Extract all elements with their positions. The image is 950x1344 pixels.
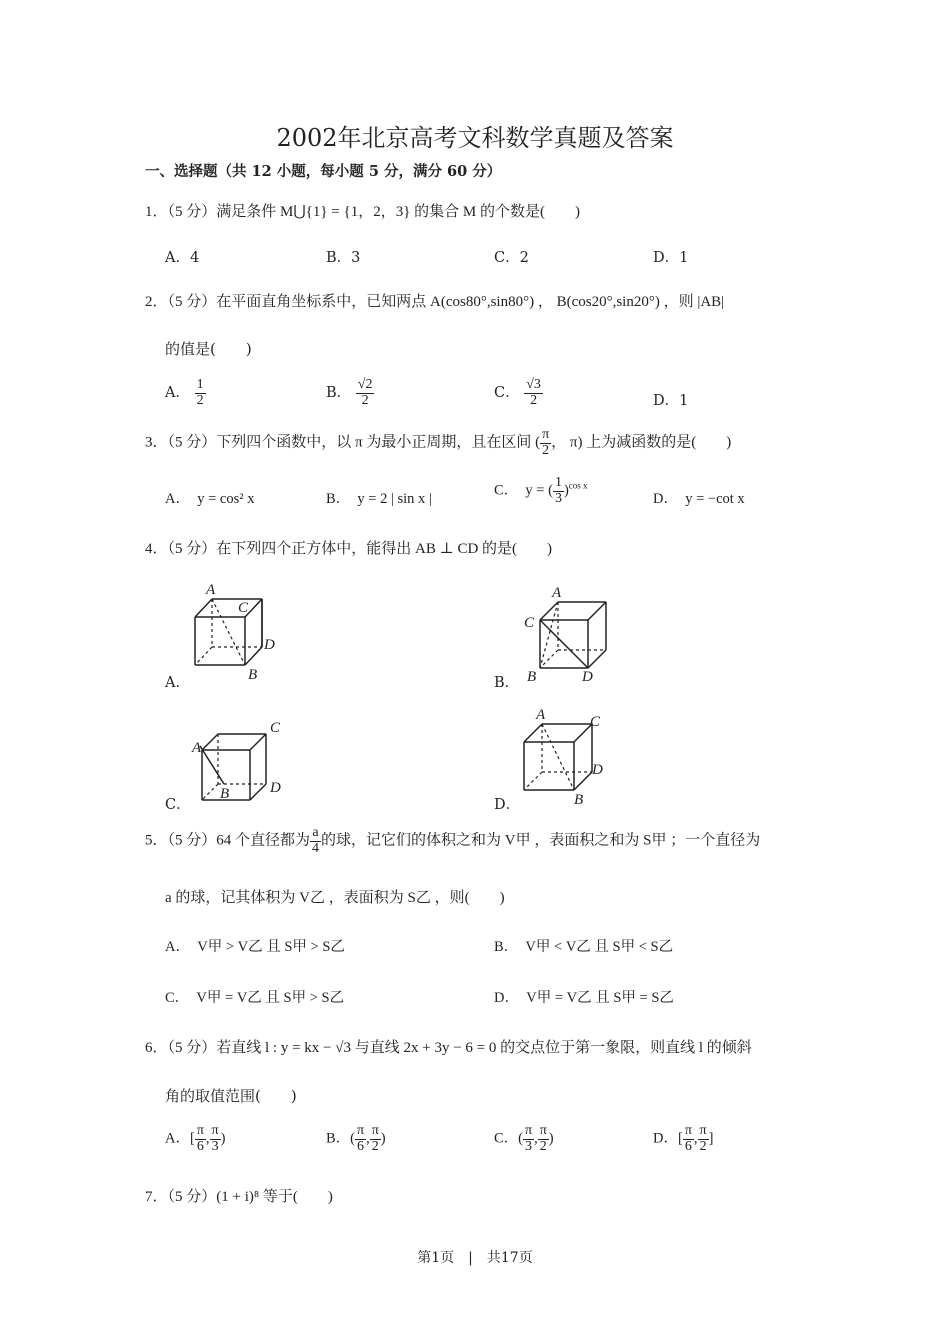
q5-option-c: C． V甲 = V乙 且 S甲 > S乙 <box>165 990 345 1006</box>
q4-cube-a-label-b: B <box>248 667 258 683</box>
q5-option-d: D． V甲 = V乙 且 S甲 = S乙 <box>494 990 674 1006</box>
q5-text-post: 的球，记它们的体积之和为 V甲 ，表面积之和为 S甲 ；一个直径为 <box>321 832 761 849</box>
question-1: 1．（5 分）满足条件 M⋃{1} = {1，2，3} 的集合 M 的个数是( ) <box>145 204 580 220</box>
q4-cube-d-label-c: C <box>590 714 601 730</box>
q6-option-b: B．( $\frac{\pi}{6}$ , $\frac{\pi}{2}$ ) <box>326 1123 386 1154</box>
q4-cube-a-figure <box>180 575 290 690</box>
q6-option-d: D．[ $\frac{\pi}{6}$ , $\frac{\pi}{2}$ ] <box>653 1123 714 1154</box>
question-6-line-2: 角的取值范围( ) <box>165 1087 297 1105</box>
question-2-line-1: 2．（5 分）在平面直角坐标系中，已知两点 A(cos80°,sin80°) ， B(cos20°,sin20°) ，则 |AB| <box>145 294 725 310</box>
question-4: 4．（5 分）在下列四个正方体中，能得出 AB ⊥ CD 的是( ) <box>145 541 553 557</box>
q4-cube-b-label-d: D <box>582 669 593 685</box>
q4-cube-c-label-d: D <box>270 780 281 796</box>
q6-option-c: C．( $\frac{\pi}{3}$ , $\frac{\pi}{2}$ ) <box>494 1123 554 1154</box>
q5-option-b: B． V甲 < V乙 且 S甲 < S乙 <box>494 939 674 955</box>
q6-option-b-label: B． <box>326 1130 351 1147</box>
q6-option-d-label: D． <box>653 1130 678 1147</box>
q4-option-c-label: C． <box>165 797 191 813</box>
q3-option-d: D． y = −cot x <box>653 491 745 507</box>
q4-cube-d-label-a: A <box>536 707 546 723</box>
q4-cube-c-label-b: B <box>220 786 230 802</box>
q3-option-c-pre: C． y = ( <box>494 482 553 499</box>
question-7: 7．（5 分）(1 + i)⁸ 等于( ) <box>145 1189 333 1205</box>
q2-option-c <box>494 378 543 408</box>
q4-cube-a-label-a: A <box>206 582 216 598</box>
question-3 <box>145 428 731 458</box>
question-2-line-2: 的值是( ) <box>165 340 252 358</box>
q3-fraction: $\frac{\pi}{2}$ <box>542 427 550 458</box>
q6-option-a-label: A． <box>165 1130 190 1147</box>
q4-cube-a-label-d: D <box>264 637 275 653</box>
q4-cube-d-label-b: B <box>574 792 584 808</box>
q5-text-pre: 5．（5 分）64 个直径都为 <box>145 832 311 849</box>
q4-option-d-label: D． <box>494 797 521 813</box>
question-5-line-1 <box>145 826 760 856</box>
q1-option-c: C．2 <box>494 250 529 266</box>
q3-option-b: B． y = 2 | sin x | <box>326 491 432 507</box>
q4-cube-a-label-c: C <box>238 600 249 616</box>
page-title: 2002年北京高考文科数学真题及答案 <box>276 124 674 152</box>
q3-text-pre: 3．（5 分）下列四个函数中，以 π 为最小正周期，且在区间 ( <box>145 434 541 451</box>
q4-cube-d-figure <box>510 704 620 814</box>
q2-option-c-fraction: $\frac{√3}{2}$ <box>526 377 541 408</box>
q2-option-a-fraction: $\frac{1}{2}$ <box>196 377 204 408</box>
q4-cube-b-label-c: C <box>524 615 535 631</box>
q2-option-a-label: A． <box>165 385 190 402</box>
q3-option-a: A． y = cos² x <box>165 491 255 507</box>
q2-option-b <box>326 378 374 408</box>
q4-cube-c-label-a: A <box>192 740 202 756</box>
q3-option-c-fraction: $\frac{1}{3}$ <box>554 475 562 506</box>
q1-option-a: A．4 <box>165 250 200 266</box>
q2-option-b-label: B． <box>326 385 352 402</box>
q4-cube-b-label-b: B <box>527 669 537 685</box>
q1-option-b: B．3 <box>326 250 361 266</box>
q1-option-d: D．1 <box>653 250 689 266</box>
q3-text-post: ， π) 上为减函数的是( ) <box>551 434 732 451</box>
question-6-line-1: 6．（5 分）若直线 l : y = kx − √3 与直线 2x + 3y − 6 = 0 的交点位于第一象限，则直线 l 的倾斜 <box>145 1040 752 1056</box>
q3-option-c-post: ) <box>563 482 569 499</box>
q3-option-c <box>494 476 588 506</box>
q4-option-b-label: B． <box>494 675 520 691</box>
q4-cube-c-figure <box>190 712 300 812</box>
q4-cube-c-label-c: C <box>270 720 281 736</box>
q4-cube-d-label-d: D <box>592 762 603 778</box>
q4-cube-b-label-a: A <box>552 585 562 601</box>
q4-option-a-label: A． <box>165 675 190 691</box>
q3-option-c-exponent: cos x <box>568 480 588 491</box>
q6-option-a: A．[ $\frac{\pi}{6}$ , $\frac{\pi}{3}$ ) <box>165 1123 226 1154</box>
q2-option-d: D．1 <box>653 393 689 409</box>
page-footer: 第1页 | 共17页 <box>417 1250 533 1266</box>
q4-cube-b-figure <box>520 580 630 690</box>
q6-option-c-label: C． <box>494 1130 519 1147</box>
section-heading: 一、选择题（共 12 小题，每小题 5 分，满分 60 分） <box>145 163 502 180</box>
q5-option-a: A． V甲 > V乙 且 S甲 > S乙 <box>165 939 345 955</box>
q5-fraction: $\frac{a}{4}$ <box>312 825 320 856</box>
q2-option-b-fraction: $\frac{√2}{2}$ <box>357 377 373 408</box>
q2-option-c-label: C． <box>494 385 520 402</box>
question-5-line-2: a 的球，记其体积为 V乙 ，表面积为 S乙 ，则( ) <box>165 890 505 906</box>
q2-option-a <box>165 378 206 408</box>
